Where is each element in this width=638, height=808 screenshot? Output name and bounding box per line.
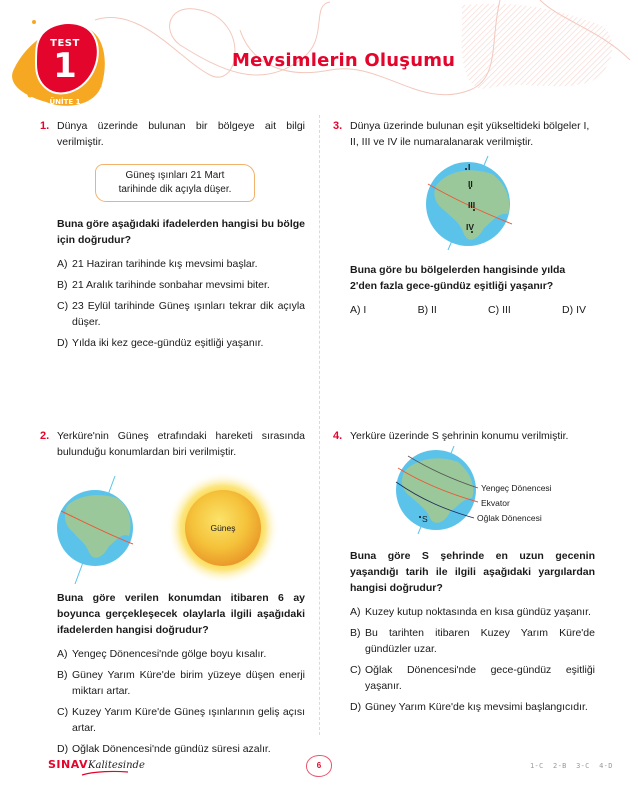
region-iii-label: III [468,200,476,210]
question-prompt: Buna göre verilen konumdan itibaren 6 ay boyunca gerçekleşecek olaylarla ilgili aşağıdaki ifadelerden hangisi doğrudur? [57,592,305,636]
earth-tropics-figure [386,446,586,534]
question-stem: Dünya üzerinde bulunan eşit yükseltideki bölgeler I, II, III ve IV ile numaralanarak verilmiştir. [350,120,590,148]
option-text: II [430,304,437,316]
region-iv-label: IV [466,222,475,232]
option-letter: A) [57,648,68,660]
option-b[interactable] [350,625,595,657]
option-a[interactable] [350,604,595,620]
question-number: 2. [40,430,50,442]
option-d[interactable] [57,335,305,351]
page-title: Mevsimlerin Oluşumu [232,50,456,71]
region-ii-label: II [468,179,473,189]
info-box [95,164,255,202]
option-text: Oğlak Dönencesi'nde gece-gündüz eşitliği yaşanır. [365,664,595,692]
option-text: Oğlak Dönencesi'nde gündüz süresi azalır. [72,743,271,755]
option-text: Kuzey Yarım Küre'de Güneş ışınlarının geliş açısı artar. [72,706,305,734]
question-4 [333,428,595,715]
brand-bold: SINAV [48,758,89,771]
sun-label: Güneş [210,523,236,533]
equator-label: Ekvator [481,498,510,508]
question-number: 1. [40,120,50,132]
option-letter: D) [562,304,574,316]
option-letter: D) [57,743,69,755]
option-text: Bu tarihten itibaren Kuzey Yarım Küre'de gündüzler uzar. [365,627,595,655]
option-text: 21 Aralık tarihinde sonbahar mevsimi biter. [72,279,270,291]
question-stem: Yerküre üzerinde S şehrinin konumu verilmiştir. [350,430,569,442]
option-d[interactable] [562,302,586,318]
question-1 [40,118,305,351]
option-text: I [363,304,367,316]
option-text: Güney Yarım Küre'de birim yüzeye düşen enerji miktarı artar. [72,669,305,697]
earth-globe [57,476,133,584]
option-text: 23 Eylül tarihinde Güneş ışınları tekrar dik açıyla düşer. [72,300,305,328]
brand-script: Kalitesinde [88,760,145,771]
option-c[interactable] [57,704,305,736]
option-text: Kuzey kutup noktasında en kısa gündüz yaşanır. [365,606,591,618]
option-text: Yengeç Dönencesi'nde gölge boyu kısalır. [72,648,267,660]
option-letter: C) [350,664,362,676]
option-letter: A) [57,258,68,270]
option-letter: D) [350,701,362,713]
options-row [350,302,586,318]
badge-unit-label: ÜNİTE 1 [49,98,81,106]
tropic-capricorn-label: Oğlak Dönencesi [477,513,542,523]
answer-key: 1-C 2-B 3-C 4-D [530,762,613,770]
page-number: 6 [306,755,332,777]
badge-test-number: 1 [53,46,77,86]
region-i-label: I [468,162,471,172]
option-text: Güney Yarım Küre'de kış mevsimi başlangıcıdır. [365,701,588,713]
option-letter: C) [488,304,500,316]
question-stem: Dünya üzerinde bulunan bir bölgeye ait bilgi verilmiştir. [57,120,305,148]
question-prompt: Buna göre aşağıdaki ifadelerden hangisi bu bölge için doğrudur? [57,218,305,246]
question-3 [333,118,595,318]
option-c[interactable] [350,662,595,694]
sun [167,472,279,584]
info-line-1: Güneş ışınları 21 Mart [125,170,225,181]
option-letter: B) [57,279,68,291]
test-badge [6,14,116,104]
option-text: III [502,304,511,316]
option-letter: A) [350,606,361,618]
question-prompt: Buna göre S şehrinde en uzun gecenin yaşandığı tarih ile ilgili aşağıdaki yargılardan hangisi doğrudur? [350,550,595,594]
question-number: 3. [333,120,343,132]
option-letter: C) [57,706,69,718]
option-b[interactable] [418,302,437,318]
option-letter: D) [57,337,69,349]
option-a[interactable] [350,302,366,318]
badge-test-label: TEST [50,38,80,49]
option-d[interactable] [57,741,305,757]
option-text: Yılda iki kez gece-gündüz eşitliği yaşanır. [72,337,264,349]
option-text: IV [576,304,586,316]
option-c[interactable] [488,302,511,318]
option-letter: C) [57,300,69,312]
option-c[interactable] [57,298,305,330]
option-d[interactable] [350,699,595,715]
option-letter: A) [350,304,361,316]
question-2 [40,428,305,757]
question-stem: Yerküre'nin Güneş etrafındaki hareketi sırasında bulunduğu konumlardan biri verilmiştir. [57,430,305,458]
question-prompt: Buna göre bu bölgelerden hangisinde yılda 2'den fazla gece-gündüz eşitliği yaşanır? [350,264,566,292]
option-a[interactable] [57,646,305,662]
tropic-cancer-label: Yengeç Dönencesi [481,483,552,493]
option-a[interactable] [57,256,305,272]
option-letter: B) [350,627,361,639]
earth-regions-figure [422,152,562,252]
brand-swoosh [80,770,130,776]
option-b[interactable] [57,277,305,293]
column-divider [319,115,320,735]
city-s-label: S [422,514,428,524]
info-line-2: tarihinde dik açıyla düşer. [118,184,232,195]
earth-sun-figure [37,466,287,586]
option-text: 21 Haziran tarihinde kış mevsimi başlar. [72,258,258,270]
option-letter: B) [417,304,429,316]
option-b[interactable] [57,667,305,699]
question-number: 4. [333,430,343,442]
option-letter: B) [57,669,68,681]
